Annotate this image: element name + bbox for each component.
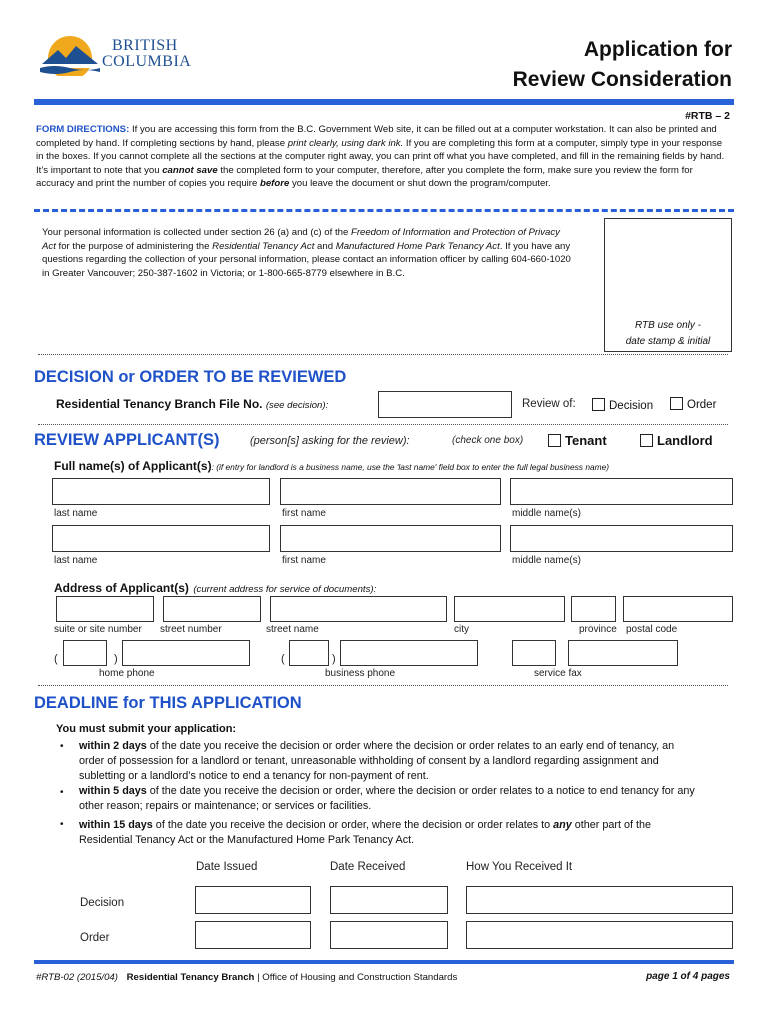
order-checkbox[interactable]: [670, 397, 683, 410]
row-decision-label: Decision: [80, 897, 125, 909]
home-area-paren-open: (: [54, 653, 58, 665]
bullet-2-dot: •: [60, 787, 64, 798]
business-phone-input[interactable]: [340, 640, 478, 666]
order-checkbox-group[interactable]: Order: [670, 397, 716, 411]
province-label: province: [579, 624, 617, 635]
deadline-bullet-1: within 2 days of the date you receive the decision or order where the decision or order relates to an early end of tenancy, an order of possession for a landlord or tenant, unreasonable withholding of consent by a landlord regarding assignment and subletting or a landlord’s notice to end a tenancy for non-payment of rent.: [79, 740, 675, 782]
check-one-hint: (check one box): [452, 435, 524, 446]
order-date-issued-input[interactable]: [195, 921, 311, 949]
section-divider: [38, 354, 728, 355]
street-name-label: street name: [266, 624, 319, 635]
decision-checkbox-group[interactable]: Decision: [592, 398, 653, 412]
directions-divider: [34, 209, 734, 212]
decision-date-received-input[interactable]: [330, 886, 448, 914]
review-of-label: Review of:: [522, 398, 576, 410]
home-area-code-input[interactable]: [63, 640, 107, 666]
stamp-label-line2: date stamp & initial: [625, 336, 711, 347]
footer-branch: Residential Tenancy Branch: [126, 972, 255, 983]
address-label: Address of Applicant(s) (current address for service of documents):: [54, 581, 377, 595]
middle-name-label: middle name(s): [512, 555, 581, 566]
street-number-label: street number: [160, 624, 222, 635]
service-fax-input[interactable]: [568, 640, 678, 666]
form-title-line2: Review Consideration: [512, 68, 732, 91]
suite-label: suite or site number: [54, 624, 142, 635]
deadline-bullet-3: within 15 days of the date you receive the decision or order, where the decision or order relates to any other part of the Residential Tenancy Act or the Manufactured Home Park Tenancy Act.: [79, 819, 651, 846]
section-divider: [38, 424, 728, 425]
stamp-label-line1: RTB use only -: [635, 320, 701, 331]
last-name-label: last name: [54, 508, 98, 519]
file-no-input[interactable]: [378, 391, 512, 418]
fax-area-code-input[interactable]: [512, 640, 556, 666]
fullname-label: Full name(s) of Applicant(s): (if entry for landlord is a business name, use the 'last name' field box to enter the full legal business name): [54, 459, 610, 473]
bc-sun-mountain-icon: [38, 28, 102, 76]
postal-code-input[interactable]: [623, 596, 733, 622]
city-label: city: [454, 624, 469, 635]
first-name-label: first name: [282, 555, 326, 566]
header-rule: [34, 99, 734, 105]
footer-form-id: #RTB-02 (2015/04): [36, 972, 118, 983]
col-date-issued: Date Issued: [196, 861, 258, 873]
middle-name-input-2[interactable]: [510, 525, 733, 552]
privacy-notice: Your personal information is collected under section 26 (a) and (c) of the Freedom of Information and Protection of Privacy Act for the purpose of administering the Residential Tenancy Act and Manufactured Home Park Tenancy Act. If you have any questions regarding the collection of your personal information, please contact an information officer by calling 604-660-1020 in Greater Vancouver; 250-387-1602 in Victoria; or 1-800-665-8779 elsewhere in B.C.: [42, 227, 571, 279]
section-divider: [38, 685, 728, 686]
first-name-input-2[interactable]: [280, 525, 501, 552]
footer-office: Office of Housing and Construction Standards: [262, 972, 458, 983]
deadline-heading: DEADLINE for THIS APPLICATION: [34, 694, 302, 712]
business-area-paren-open: (: [281, 653, 285, 665]
tenant-checkbox-group[interactable]: Tenant: [548, 433, 607, 448]
order-date-received-input[interactable]: [330, 921, 448, 949]
home-phone-input[interactable]: [122, 640, 250, 666]
home-area-paren-close: ): [114, 653, 118, 665]
rtb-stamp-box: [604, 218, 732, 352]
directions-label: FORM DIRECTIONS:: [36, 124, 130, 135]
form-number: #RTB – 2: [685, 110, 730, 122]
province-input[interactable]: [571, 596, 616, 622]
business-area-paren-close: ): [332, 653, 336, 665]
deadline-bullet-2: within 5 days of the date you receive the decision or order, where the decision or order relates to a notice to end tenancy for any other reason; repairs or maintenance; or services or facilities.: [79, 785, 695, 812]
street-name-input[interactable]: [270, 596, 447, 622]
first-name-input-1[interactable]: [280, 478, 501, 505]
street-number-input[interactable]: [163, 596, 261, 622]
file-no-label: Residential Tenancy Branch File No. (see decision):: [56, 397, 329, 411]
business-phone-label: business phone: [325, 668, 396, 679]
row-order-label: Order: [80, 932, 110, 944]
first-name-label: first name: [282, 508, 326, 519]
middle-name-input-1[interactable]: [510, 478, 733, 505]
decision-heading: DECISION or ORDER TO BE REVIEWED: [34, 368, 347, 386]
footer-rule: [34, 960, 734, 964]
footer-left: #RTB-02 (2015/04) Residential Tenancy Branch | Office of Housing and Construction Standards: [36, 972, 458, 983]
footer-page: page 1 of 4 pages: [646, 971, 730, 982]
form-directions: FORM DIRECTIONS: If you are accessing this form from the B.C. Government Web site, it can be filled out at a computer workstation. It can also be printed and completed by hand. If completing sections by hand, please print clearly, using dark ink. If you are completing this form at a computer, simply type in your response in the boxes. If you cannot complete all the sections at the computer right away, you can print off what you have completed, and fill in the remaining fields by hand. It’s important to note that you cannot save the completed form to your computer, therefore, after you complete the form, make sure you review the form for accuracy and print the number of copies you require before you leave the document or shut down the program/computer.: [36, 124, 725, 190]
suite-input[interactable]: [56, 596, 154, 622]
last-name-input-2[interactable]: [52, 525, 270, 552]
postal-code-label: postal code: [626, 624, 678, 635]
col-how-received: How You Received It: [466, 861, 573, 873]
bullet-3-dot: •: [60, 819, 64, 830]
deadline-intro: You must submit your application:: [56, 723, 237, 735]
bc-logo: [38, 28, 198, 78]
last-name-label: last name: [54, 555, 98, 566]
last-name-input-1[interactable]: [52, 478, 270, 505]
decision-how-received-input[interactable]: [466, 886, 733, 914]
applicant-heading: REVIEW APPLICANT(S): [34, 431, 220, 449]
form-title-line1: Application for: [583, 38, 732, 61]
decision-date-issued-input[interactable]: [195, 886, 311, 914]
logo-text-british: BRITISH: [112, 37, 178, 54]
city-input[interactable]: [454, 596, 565, 622]
landlord-checkbox-group[interactable]: Landlord: [640, 433, 713, 448]
decision-checkbox[interactable]: [592, 398, 605, 411]
col-date-received: Date Received: [330, 861, 406, 873]
service-fax-label: service fax: [534, 668, 582, 679]
home-phone-label: home phone: [99, 668, 155, 679]
landlord-checkbox[interactable]: [640, 434, 653, 447]
tenant-checkbox[interactable]: [548, 434, 561, 447]
middle-name-label: middle name(s): [512, 508, 581, 519]
applicant-sub: (person[s] asking for the review):: [250, 435, 410, 447]
business-area-code-input[interactable]: [289, 640, 329, 666]
logo-text-columbia: COLUMBIA: [102, 53, 192, 70]
bullet-1-dot: •: [60, 741, 64, 752]
order-how-received-input[interactable]: [466, 921, 733, 949]
